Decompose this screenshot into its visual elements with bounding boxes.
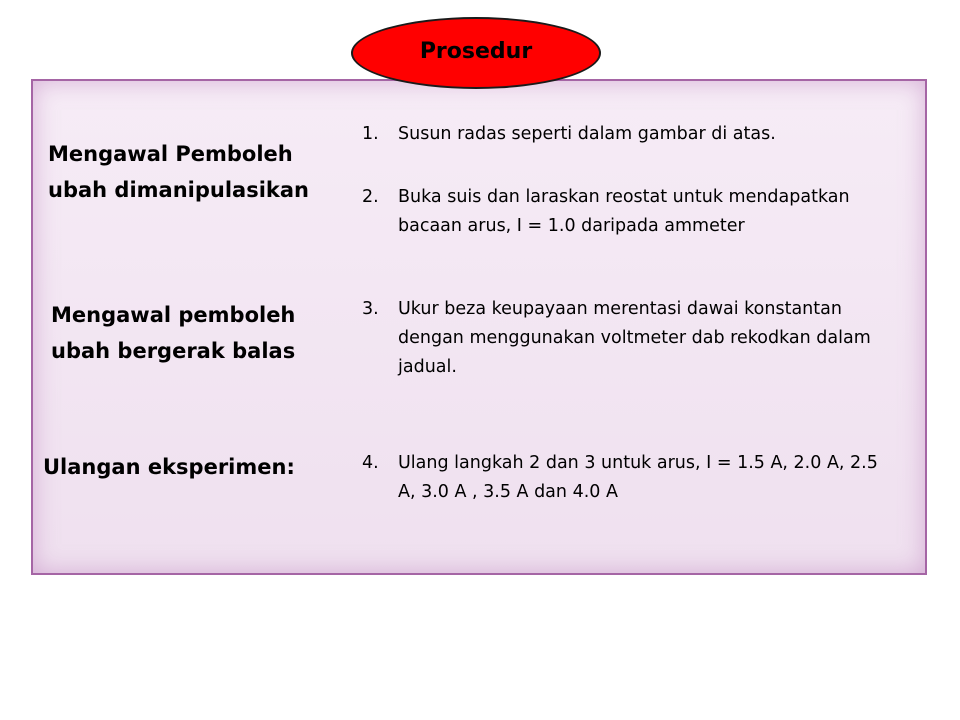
step-number: 4. <box>362 453 379 473</box>
step-number: 1. <box>362 124 379 144</box>
procedure-step <box>362 449 882 507</box>
procedure-step <box>362 295 882 382</box>
responding-label-line-2: ubah bergerak balas <box>51 339 296 363</box>
step-number: 3. <box>362 299 379 319</box>
repetition-label: Ulangan eksperimen: <box>43 455 295 479</box>
responding-variable-label <box>51 297 295 369</box>
step-text: Susun radas seperti dalam gambar di atas. <box>398 124 776 144</box>
step-text: Ukur beza keupayaan merentasi dawai konstantan dengan menggunakan voltmeter dab rekodkan dalam jadual. <box>398 299 871 377</box>
page-title: Prosedur <box>419 38 533 64</box>
procedure-step <box>362 183 882 241</box>
manipulated-label-line-1: Mengawal Pemboleh <box>48 142 293 166</box>
step-number: 2. <box>362 187 379 207</box>
manipulated-label-line-2: ubah dimanipulasikan <box>48 178 309 202</box>
manipulated-variable-label <box>48 136 309 208</box>
responding-label-line-1: Mengawal pemboleh <box>51 303 296 327</box>
title-oval <box>351 17 601 89</box>
step-text: Buka suis dan laraskan reostat untuk mendapatkan bacaan arus, I = 1.0 daripada ammeter <box>398 187 850 236</box>
step-text: Ulang langkah 2 dan 3 untuk arus, I = 1.5 A, 2.0 A, 2.5 A, 3.0 A , 3.5 A dan 4.0 A <box>398 453 878 502</box>
procedure-step <box>362 120 882 149</box>
